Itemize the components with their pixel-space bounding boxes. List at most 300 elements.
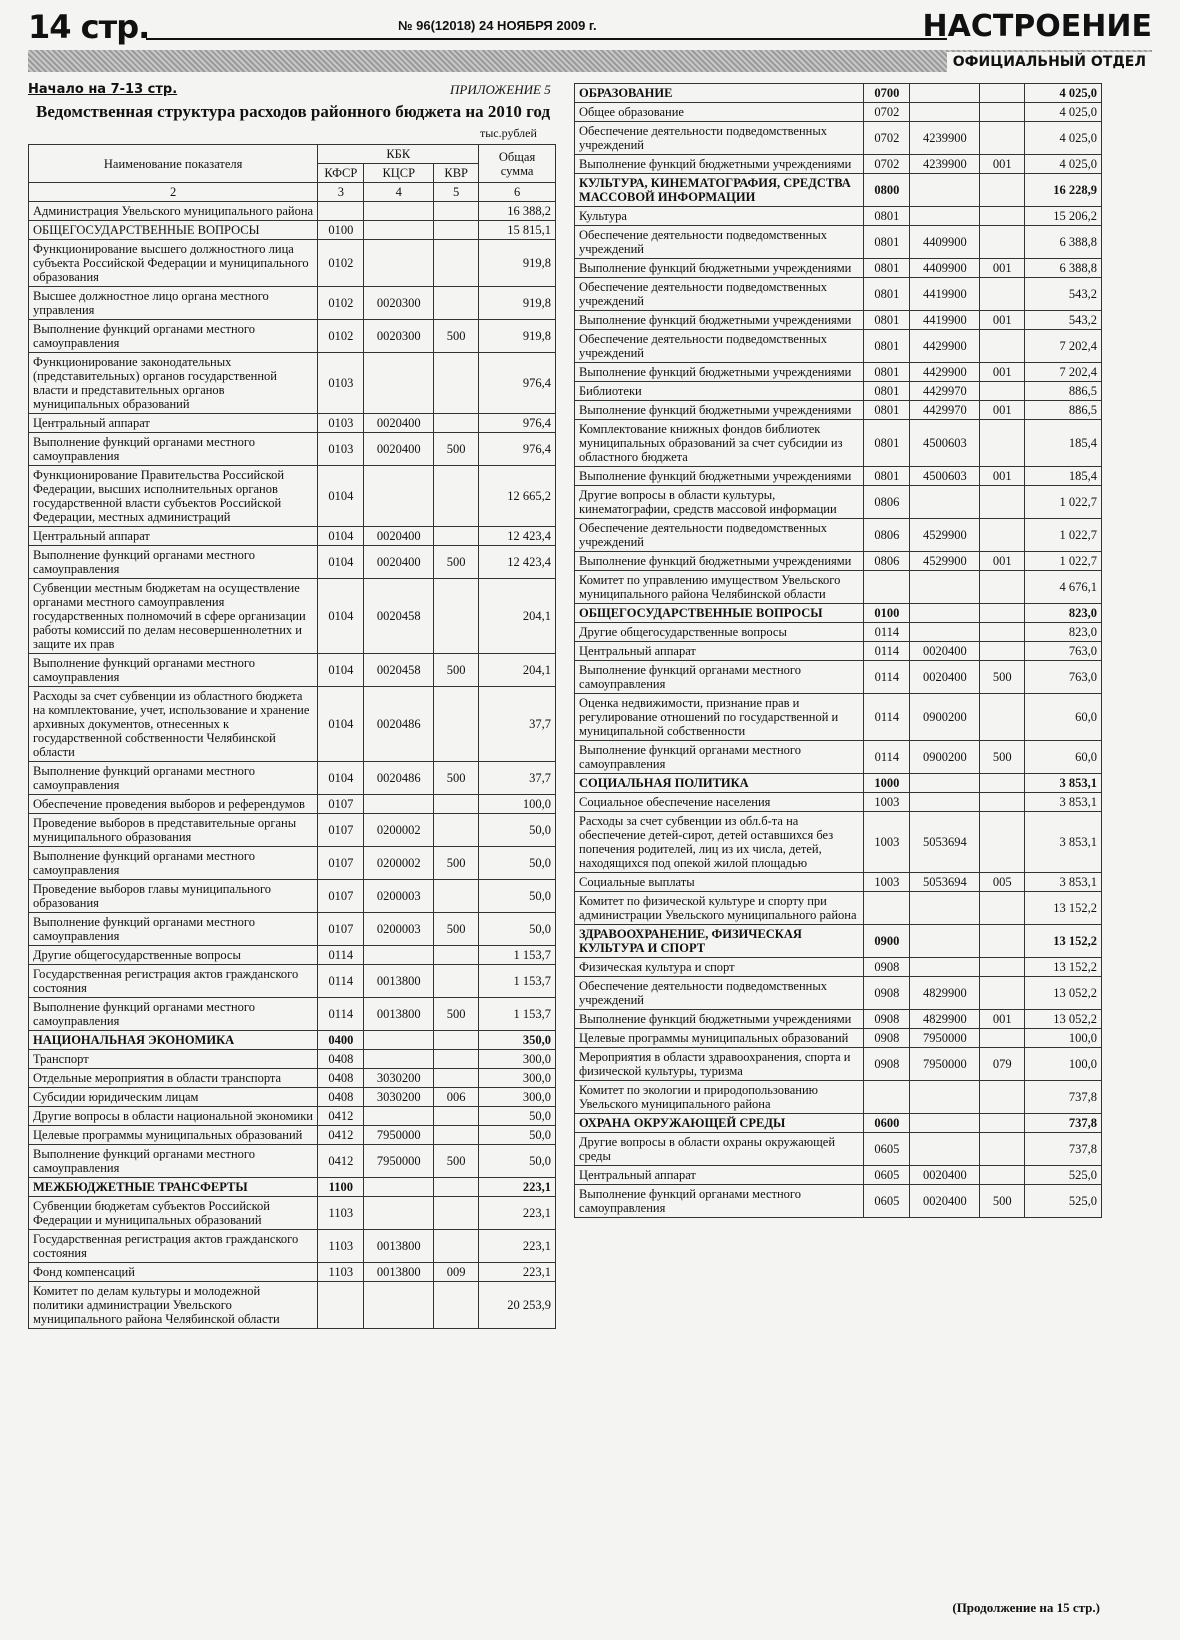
row-name: Выполнение функций органами местного самоуправления	[29, 998, 318, 1031]
row-name: Другие вопросы в области национальной экономики	[29, 1107, 318, 1126]
row-kfsr: 0100	[318, 221, 364, 240]
row-kcsr: 0020400	[364, 527, 434, 546]
row-sum: 4 025,0	[1025, 84, 1102, 103]
row-kvr	[434, 687, 479, 762]
row-kfsr: 1003	[864, 873, 910, 892]
row-name: МЕЖБЮДЖЕТНЫЕ ТРАНСФЕРТЫ	[29, 1178, 318, 1197]
row-name: Субсидии юридическим лицам	[29, 1088, 318, 1107]
row-kfsr: 0801	[864, 311, 910, 330]
row-sum: 919,8	[479, 287, 556, 320]
row-kfsr: 0104	[318, 687, 364, 762]
table-row	[575, 623, 1102, 642]
row-kvr	[434, 880, 479, 913]
row-sum: 13 152,2	[1025, 958, 1102, 977]
row-sum: 1 022,7	[1025, 552, 1102, 571]
row-name: Выполнение функций органами местного самоуправления	[29, 847, 318, 880]
row-sum: 50,0	[479, 814, 556, 847]
row-kvr: 001	[980, 401, 1025, 420]
row-sum: 50,0	[479, 1145, 556, 1178]
table-row	[29, 1031, 556, 1050]
row-kfsr: 0102	[318, 320, 364, 353]
row-sum: 737,8	[1025, 1133, 1102, 1166]
section-band	[28, 50, 1152, 72]
row-kvr	[980, 1029, 1025, 1048]
row-sum: 223,1	[479, 1230, 556, 1263]
row-kvr	[980, 892, 1025, 925]
row-kcsr: 0020458	[364, 579, 434, 654]
row-sum: 13 152,2	[1025, 892, 1102, 925]
table-row	[29, 202, 556, 221]
row-kvr	[434, 414, 479, 433]
row-sum: 7 202,4	[1025, 363, 1102, 382]
row-name: Другие вопросы в области культуры, кинематографии, средств массовой информации	[575, 486, 864, 519]
row-kfsr: 0102	[318, 287, 364, 320]
row-kvr	[434, 946, 479, 965]
row-kvr	[980, 812, 1025, 873]
continued-on[interactable]: (Продолжение на 15 стр.)	[952, 1600, 1100, 1615]
row-kcsr: 7950000	[910, 1048, 980, 1081]
row-kcsr	[364, 946, 434, 965]
row-kcsr	[910, 571, 980, 604]
col-header-name: Наименование показателя	[29, 145, 318, 183]
table-row	[575, 1166, 1102, 1185]
table-row	[575, 226, 1102, 259]
row-kvr	[434, 1031, 479, 1050]
table-row	[575, 1081, 1102, 1114]
row-kcsr: 7950000	[364, 1126, 434, 1145]
row-kvr	[980, 174, 1025, 207]
row-sum: 737,8	[1025, 1081, 1102, 1114]
row-kfsr: 0908	[864, 1048, 910, 1081]
document-title: Ведомственная структура расходов районного бюджета на 2010 год	[36, 102, 551, 121]
row-kcsr	[364, 795, 434, 814]
row-kvr: 500	[434, 433, 479, 466]
row-kfsr: 0801	[864, 259, 910, 278]
col-header-kbk: КБК	[318, 145, 479, 164]
table-body-right	[575, 84, 1102, 1218]
row-sum: 4 025,0	[1025, 155, 1102, 174]
row-kcsr: 5053694	[910, 873, 980, 892]
row-sum: 185,4	[1025, 420, 1102, 467]
row-kfsr: 0702	[864, 122, 910, 155]
table-row	[575, 174, 1102, 207]
table-row	[29, 546, 556, 579]
row-kcsr: 0200002	[364, 847, 434, 880]
row-sum: 100,0	[479, 795, 556, 814]
table-row	[29, 1263, 556, 1282]
row-kvr	[980, 642, 1025, 661]
row-kfsr: 0908	[864, 1010, 910, 1029]
row-kfsr: 0908	[864, 958, 910, 977]
row-kcsr: 0013800	[364, 998, 434, 1031]
row-sum: 4 025,0	[1025, 103, 1102, 122]
row-kvr: 500	[980, 661, 1025, 694]
col-num-kfsr: 3	[318, 183, 364, 202]
table-row	[29, 1230, 556, 1263]
row-kvr	[434, 965, 479, 998]
table-row	[575, 519, 1102, 552]
row-kvr	[434, 527, 479, 546]
row-kfsr: 0801	[864, 207, 910, 226]
row-sum: 223,1	[479, 1263, 556, 1282]
row-kcsr: 4429900	[910, 330, 980, 363]
row-kvr	[434, 466, 479, 527]
row-kcsr: 4429970	[910, 382, 980, 401]
row-kcsr	[910, 1133, 980, 1166]
row-kfsr: 0100	[864, 604, 910, 623]
row-kfsr: 0114	[318, 998, 364, 1031]
row-kvr: 001	[980, 259, 1025, 278]
row-sum: 919,8	[479, 240, 556, 287]
row-sum: 15 206,2	[1025, 207, 1102, 226]
row-name: Общее образование	[575, 103, 864, 122]
row-name: Библиотеки	[575, 382, 864, 401]
row-kvr	[980, 623, 1025, 642]
row-name: ОХРАНА ОКРУЖАЮЩЕЙ СРЕДЫ	[575, 1114, 864, 1133]
row-name: ОБРАЗОВАНИЕ	[575, 84, 864, 103]
row-kcsr: 5053694	[910, 812, 980, 873]
row-name: Выполнение функций органами местного самоуправления	[29, 320, 318, 353]
row-kcsr: 0020486	[364, 762, 434, 795]
table-row	[575, 1114, 1102, 1133]
row-kfsr: 0806	[864, 486, 910, 519]
row-sum: 50,0	[479, 880, 556, 913]
row-name: Центральный аппарат	[29, 527, 318, 546]
row-kcsr	[364, 466, 434, 527]
continued-from[interactable]: Начало на 7-13 стр.	[28, 82, 178, 97]
row-kvr	[980, 604, 1025, 623]
row-kfsr: 0600	[864, 1114, 910, 1133]
row-sum: 976,4	[479, 433, 556, 466]
col-header-kcsr: КЦСР	[364, 164, 434, 183]
row-sum: 976,4	[479, 353, 556, 414]
row-kcsr	[364, 1197, 434, 1230]
table-row	[575, 155, 1102, 174]
row-kfsr: 0801	[864, 382, 910, 401]
col-num-total: 6	[479, 183, 556, 202]
row-name: Выполнение функций органами местного самоуправления	[29, 654, 318, 687]
row-kvr: 005	[980, 873, 1025, 892]
row-sum: 525,0	[1025, 1166, 1102, 1185]
row-name: ЗДРАВООХРАНЕНИЕ, ФИЗИЧЕСКАЯ КУЛЬТУРА И СПОРТ	[575, 925, 864, 958]
newspaper-brand: НАСТРОЕНИЕ	[922, 9, 1152, 44]
row-kvr: 500	[434, 1145, 479, 1178]
row-name: Другие общегосударственные вопросы	[29, 946, 318, 965]
row-name: Выполнение функций органами местного самоуправления	[29, 913, 318, 946]
row-kvr	[980, 207, 1025, 226]
row-kfsr: 0605	[864, 1166, 910, 1185]
row-sum: 886,5	[1025, 401, 1102, 420]
row-kvr	[980, 1133, 1025, 1166]
row-kfsr: 0114	[864, 623, 910, 642]
row-name: Обеспечение деятельности подведомственных учреждений	[575, 278, 864, 311]
row-kcsr: 0020400	[364, 433, 434, 466]
row-kvr	[980, 694, 1025, 741]
row-sum: 12 665,2	[479, 466, 556, 527]
table-row	[575, 774, 1102, 793]
row-name: Выполнение функций бюджетными учреждениями	[575, 552, 864, 571]
table-row	[29, 998, 556, 1031]
row-kcsr	[910, 892, 980, 925]
row-kfsr: 0102	[318, 240, 364, 287]
row-kfsr: 0104	[318, 466, 364, 527]
row-kcsr	[364, 1107, 434, 1126]
row-kcsr: 4529900	[910, 552, 980, 571]
table-row	[575, 958, 1102, 977]
row-sum: 976,4	[479, 414, 556, 433]
row-kvr	[980, 278, 1025, 311]
row-sum: 1 022,7	[1025, 486, 1102, 519]
row-name: Центральный аппарат	[575, 1166, 864, 1185]
row-kcsr: 0020400	[910, 1185, 980, 1218]
row-name: Выполнение функций органами местного самоуправления	[575, 1185, 864, 1218]
row-sum: 763,0	[1025, 642, 1102, 661]
row-kvr	[980, 925, 1025, 958]
row-kvr: 500	[434, 654, 479, 687]
table-row	[575, 812, 1102, 873]
row-name: Обеспечение деятельности подведомственных учреждений	[575, 122, 864, 155]
row-kvr	[980, 486, 1025, 519]
row-kcsr	[910, 207, 980, 226]
table-row	[575, 207, 1102, 226]
row-kcsr: 3030200	[364, 1088, 434, 1107]
row-kfsr: 0801	[864, 401, 910, 420]
row-name: Другие общегосударственные вопросы	[575, 623, 864, 642]
row-kfsr: 0408	[318, 1088, 364, 1107]
row-sum: 60,0	[1025, 741, 1102, 774]
row-kvr: 001	[980, 363, 1025, 382]
row-kcsr: 0013800	[364, 965, 434, 998]
row-sum: 919,8	[479, 320, 556, 353]
row-kfsr: 0114	[864, 741, 910, 774]
row-name: Функционирование высшего должностного лица субъекта Российской Федерации и муниципального образования	[29, 240, 318, 287]
row-kvr: 500	[434, 762, 479, 795]
row-name: Администрация Увельского муниципального района	[29, 202, 318, 221]
table-row	[29, 1107, 556, 1126]
row-kcsr: 0900200	[910, 694, 980, 741]
row-kvr: 001	[980, 552, 1025, 571]
row-kvr	[980, 958, 1025, 977]
row-sum: 300,0	[479, 1050, 556, 1069]
row-sum: 4 025,0	[1025, 122, 1102, 155]
table-row	[29, 527, 556, 546]
row-name: Физическая культура и спорт	[575, 958, 864, 977]
row-name: Целевые программы муниципальных образований	[575, 1029, 864, 1048]
row-kfsr: 0908	[864, 977, 910, 1010]
row-sum: 1 153,7	[479, 998, 556, 1031]
table-row	[575, 122, 1102, 155]
row-kfsr: 0114	[864, 661, 910, 694]
row-kcsr	[910, 486, 980, 519]
row-kcsr: 0900200	[910, 741, 980, 774]
row-name: Высшее должностное лицо органа местного управления	[29, 287, 318, 320]
row-name: СОЦИАЛЬНАЯ ПОЛИТИКА	[575, 774, 864, 793]
row-kvr: 500	[434, 998, 479, 1031]
row-kfsr: 0806	[864, 552, 910, 571]
row-sum: 204,1	[479, 579, 556, 654]
table-row	[29, 946, 556, 965]
table-row	[575, 552, 1102, 571]
row-kvr	[434, 1197, 479, 1230]
table-row	[575, 793, 1102, 812]
table-row	[575, 486, 1102, 519]
row-kcsr	[910, 103, 980, 122]
row-kcsr: 0020400	[364, 414, 434, 433]
row-kvr: 500	[434, 546, 479, 579]
row-kvr	[434, 287, 479, 320]
table-row	[575, 1010, 1102, 1029]
table-row	[575, 892, 1102, 925]
row-kvr	[434, 579, 479, 654]
row-sum: 4 676,1	[1025, 571, 1102, 604]
row-kvr	[980, 84, 1025, 103]
col-num-kcsr: 4	[364, 183, 434, 202]
row-kvr: 001	[980, 467, 1025, 486]
row-kcsr: 4419900	[910, 278, 980, 311]
table-row	[575, 1185, 1102, 1218]
row-kfsr: 0801	[864, 330, 910, 363]
row-name: Обеспечение деятельности подведомственных учреждений	[575, 519, 864, 552]
row-name: Выполнение функций органами местного самоуправления	[575, 661, 864, 694]
row-name: Центральный аппарат	[575, 642, 864, 661]
row-kvr: 009	[434, 1263, 479, 1282]
row-kvr	[434, 1178, 479, 1197]
row-sum: 12 423,4	[479, 527, 556, 546]
row-kfsr: 1103	[318, 1263, 364, 1282]
page-header	[28, 10, 1152, 44]
row-name: Комитет по физической культуре и спорту при администрации Увельского муниципального района	[575, 892, 864, 925]
row-kfsr	[864, 571, 910, 604]
row-kfsr: 0408	[318, 1069, 364, 1088]
row-sum: 20 253,9	[479, 1282, 556, 1329]
row-kcsr: 4409900	[910, 259, 980, 278]
table-row	[575, 741, 1102, 774]
row-kfsr: 0412	[318, 1145, 364, 1178]
row-name: Фонд компенсаций	[29, 1263, 318, 1282]
table-row	[575, 311, 1102, 330]
row-kfsr: 0107	[318, 913, 364, 946]
col-header-kvr: КВР	[434, 164, 479, 183]
table-row	[575, 382, 1102, 401]
row-kfsr: 0908	[864, 1029, 910, 1048]
table-row	[29, 1126, 556, 1145]
row-kcsr: 0020486	[364, 687, 434, 762]
row-kvr	[434, 221, 479, 240]
row-kfsr: 0412	[318, 1107, 364, 1126]
table-row	[29, 687, 556, 762]
row-sum: 1 153,7	[479, 965, 556, 998]
row-sum: 543,2	[1025, 278, 1102, 311]
table-row	[29, 880, 556, 913]
row-kcsr: 0200003	[364, 880, 434, 913]
row-sum: 6 388,8	[1025, 259, 1102, 278]
row-sum: 3 853,1	[1025, 774, 1102, 793]
row-sum: 37,7	[479, 762, 556, 795]
row-kfsr: 0702	[864, 103, 910, 122]
row-kfsr: 0700	[864, 84, 910, 103]
row-kvr	[434, 202, 479, 221]
row-sum: 50,0	[479, 913, 556, 946]
row-kcsr	[910, 1114, 980, 1133]
row-name: Целевые программы муниципальных образований	[29, 1126, 318, 1145]
row-kfsr: 0900	[864, 925, 910, 958]
row-kvr	[434, 1126, 479, 1145]
page-number: 14 стр.	[28, 8, 150, 46]
row-kvr	[434, 814, 479, 847]
row-kfsr	[318, 1282, 364, 1329]
row-kvr	[980, 420, 1025, 467]
header-rule	[146, 38, 947, 40]
row-kfsr: 0103	[318, 414, 364, 433]
table-row	[29, 579, 556, 654]
row-kcsr: 0200002	[364, 814, 434, 847]
table-row	[29, 1069, 556, 1088]
row-kcsr: 0020400	[910, 642, 980, 661]
row-sum: 886,5	[1025, 382, 1102, 401]
row-kvr: 079	[980, 1048, 1025, 1081]
row-name: Выполнение функций органами местного самоуправления	[29, 546, 318, 579]
row-kfsr: 1103	[318, 1230, 364, 1263]
row-name: Оценка недвижимости, признание прав и регулирование отношений по государственной и муниципальной собственности	[575, 694, 864, 741]
issue-line: № 96(12018) 24 НОЯБРЯ 2009 г.	[398, 18, 597, 33]
row-name: Функционирование Правительства Российской Федерации, высших исполнительных органов государственной власти субъектов Российской Федерации, местных администраций	[29, 466, 318, 527]
row-kfsr: 0103	[318, 433, 364, 466]
row-kfsr: 0114	[318, 965, 364, 998]
row-sum: 100,0	[1025, 1048, 1102, 1081]
row-kcsr	[910, 84, 980, 103]
table-row	[575, 977, 1102, 1010]
row-kvr: 001	[980, 311, 1025, 330]
row-kfsr: 0103	[318, 353, 364, 414]
row-kcsr: 4239900	[910, 122, 980, 155]
row-name: Расходы за счет субвенции из областного бюджета на комплектование, учет, использование и хранение архивных документов, отнесенных к государственной собственности Челябинской области	[29, 687, 318, 762]
col-num-name: 2	[29, 183, 318, 202]
row-sum: 3 853,1	[1025, 793, 1102, 812]
row-name: Государственная регистрация актов гражданского состояния	[29, 1230, 318, 1263]
row-sum: 16 388,2	[479, 202, 556, 221]
row-kvr	[980, 1114, 1025, 1133]
row-sum: 525,0	[1025, 1185, 1102, 1218]
units-label: тыс.рублей	[480, 126, 537, 140]
row-name: Выполнение функций бюджетными учреждениями	[575, 311, 864, 330]
row-name: Обеспечение проведения выборов и референдумов	[29, 795, 318, 814]
row-kvr	[980, 226, 1025, 259]
row-name: Выполнение функций бюджетными учреждениями	[575, 259, 864, 278]
table-body-left	[29, 202, 556, 1329]
row-kfsr: 0800	[864, 174, 910, 207]
row-kcsr: 0013800	[364, 1263, 434, 1282]
row-kcsr	[364, 240, 434, 287]
row-kcsr: 4409900	[910, 226, 980, 259]
row-sum: 15 815,1	[479, 221, 556, 240]
row-name: Выполнение функций органами местного самоуправления	[29, 762, 318, 795]
table-row	[575, 467, 1102, 486]
table-row	[575, 330, 1102, 363]
row-sum: 823,0	[1025, 604, 1102, 623]
row-kfsr: 0104	[318, 527, 364, 546]
row-kcsr	[910, 1081, 980, 1114]
table-row	[575, 1029, 1102, 1048]
table-row	[29, 1088, 556, 1107]
row-kfsr: 1103	[318, 1197, 364, 1230]
row-kcsr: 4429970	[910, 401, 980, 420]
row-kfsr: 1100	[318, 1178, 364, 1197]
row-kcsr	[910, 174, 980, 207]
section-name: ОФИЦИАЛЬНЫЙ ОТДЕЛ	[947, 52, 1152, 72]
table-row	[29, 1282, 556, 1329]
table-row	[29, 1197, 556, 1230]
row-kfsr: 0801	[864, 363, 910, 382]
